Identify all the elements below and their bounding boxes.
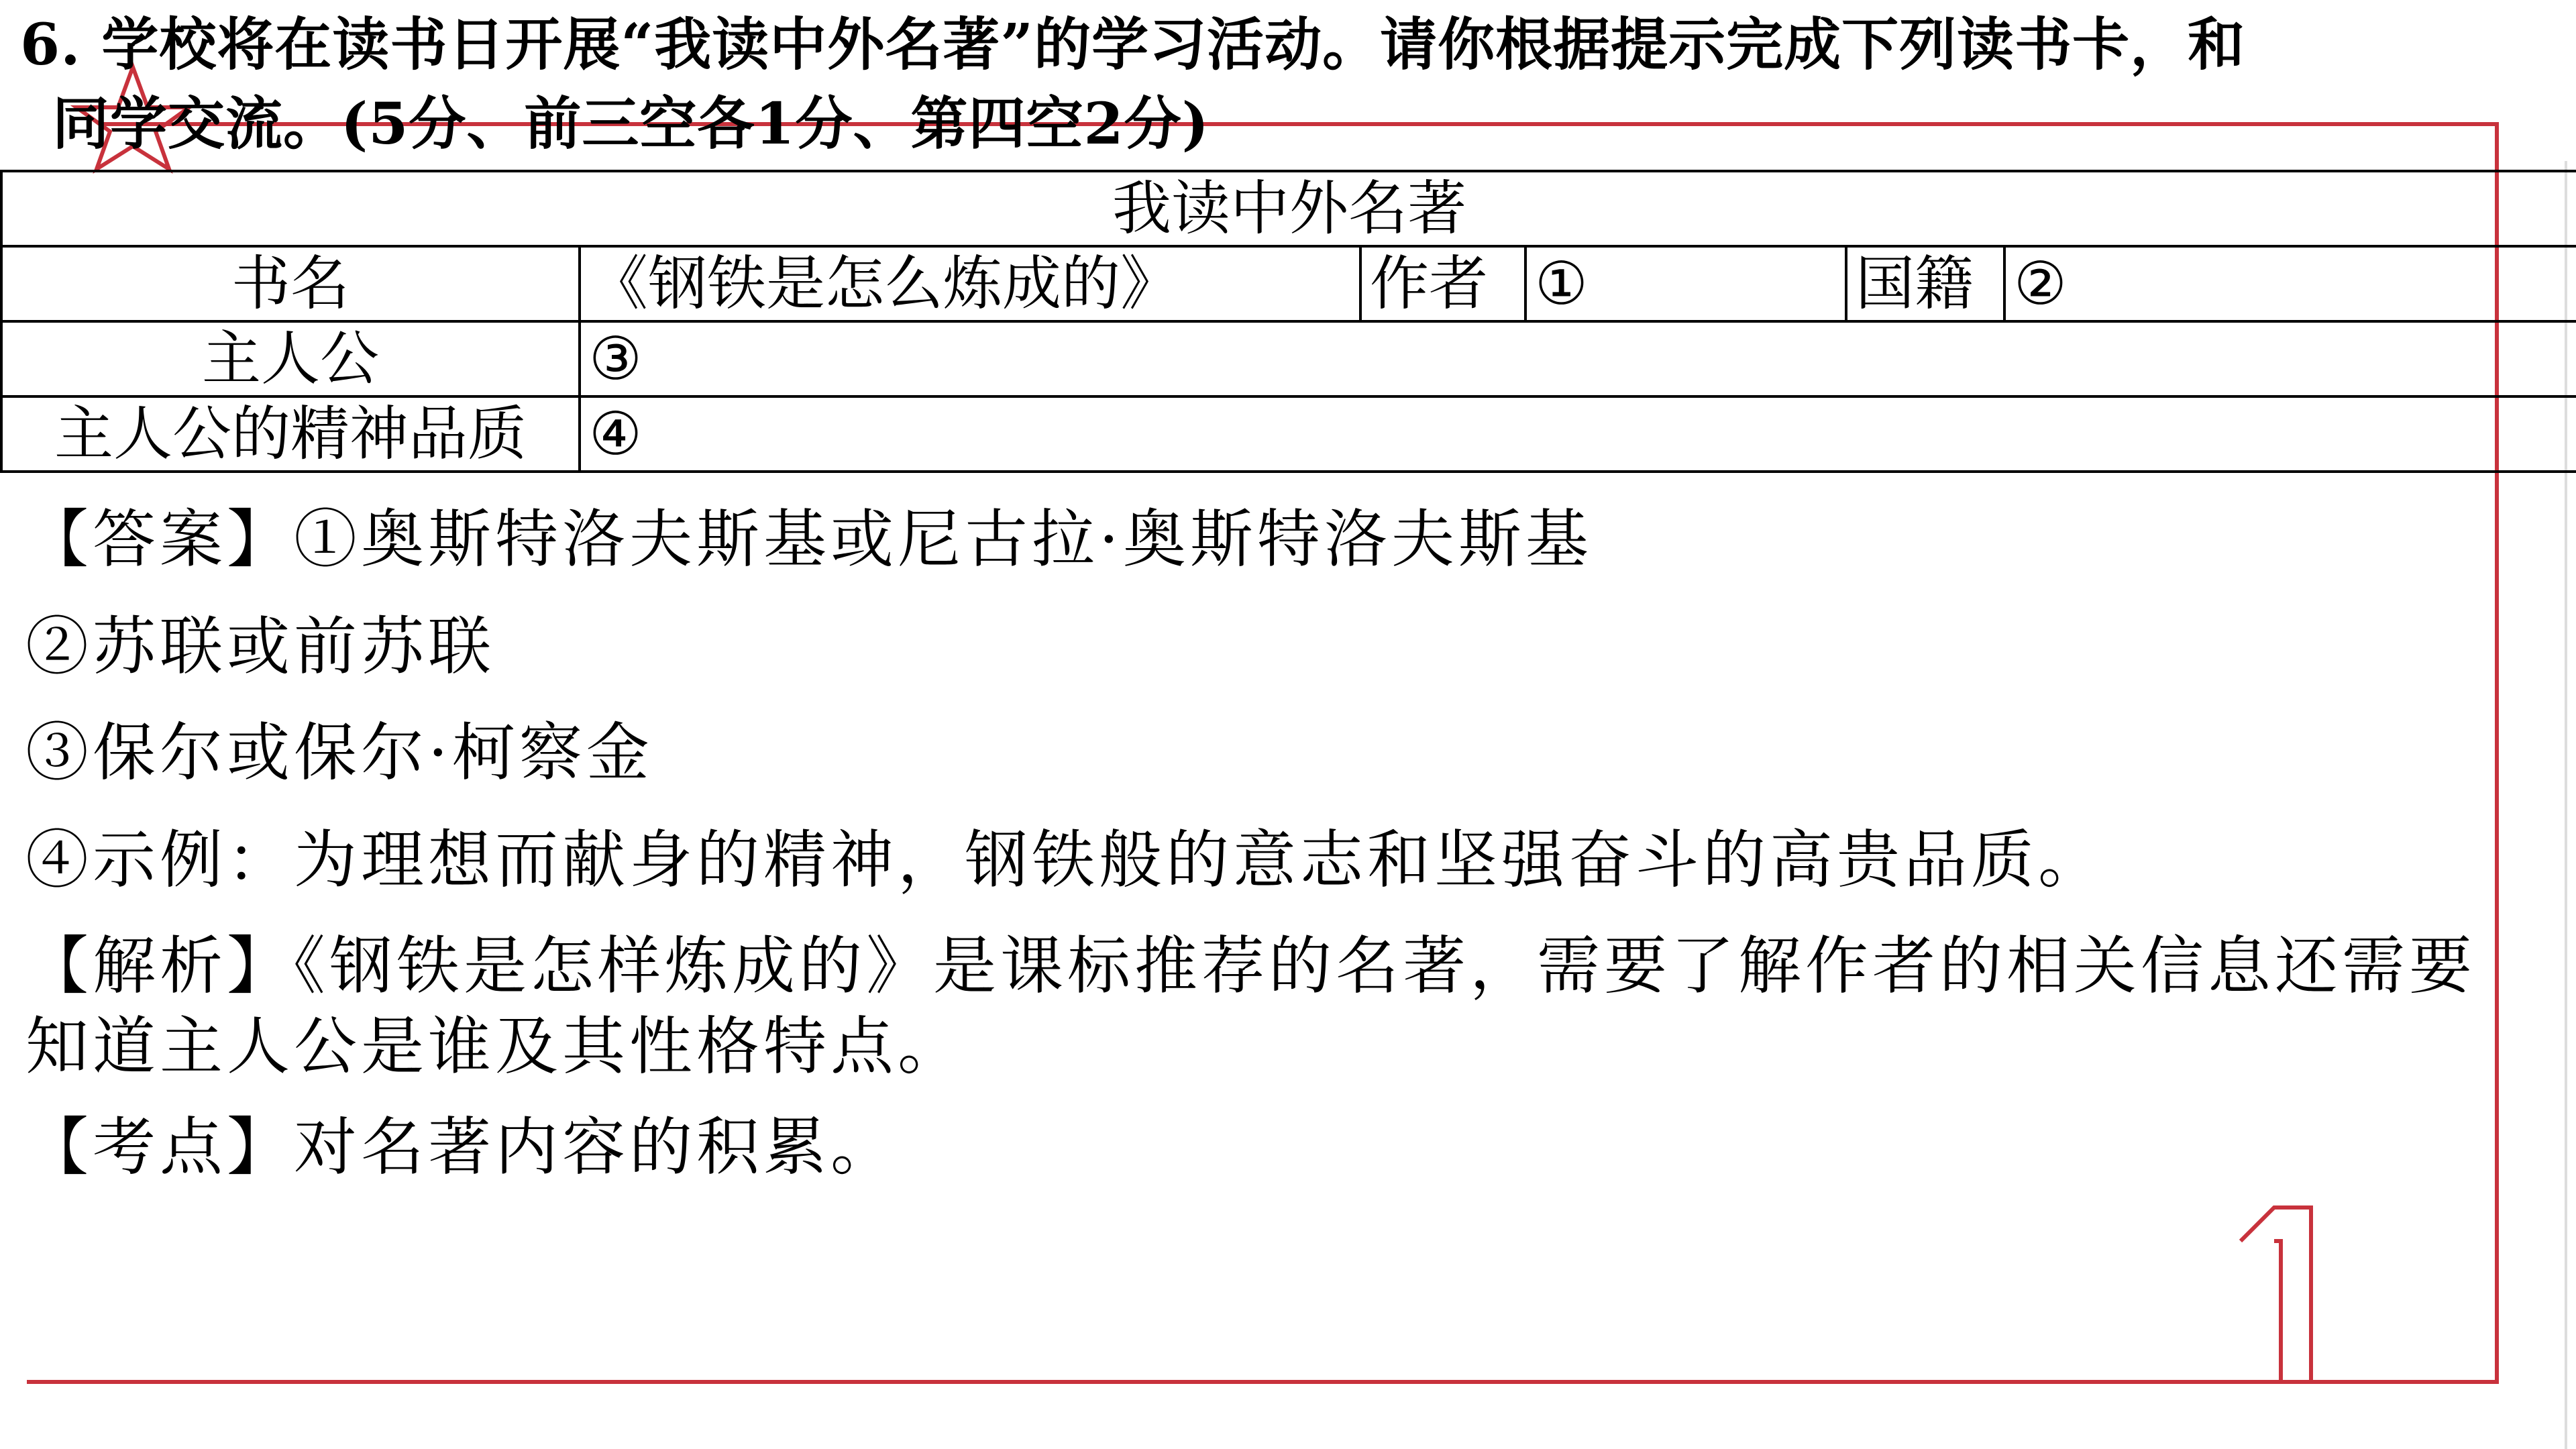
answer-line-3: ③保尔或保尔·柯察金 bbox=[25, 716, 653, 790]
question-line-1: 6. 学校将在读书日开展“我读中外名著”的学习活动。请你根据提示完成下列读书卡，和 bbox=[20, 11, 2246, 78]
exam-point-text: 【考点】对名著内容的积累。 bbox=[25, 1111, 898, 1184]
spirit-label: 主人公的精神品质 bbox=[1, 396, 580, 472]
answer-line-1: 【答案】①奥斯特洛夫斯基或尼古拉·奥斯特洛夫斯基 bbox=[25, 503, 1593, 576]
author-blank: ① bbox=[1525, 246, 1846, 321]
reading-card-table bbox=[0, 170, 2576, 473]
number-one-outline bbox=[2241, 1208, 2311, 1382]
question-line-2: 同学交流。(5分、前三空各1分、第四空2分) bbox=[52, 91, 1210, 158]
question-text bbox=[20, 5, 2563, 164]
nationality-blank: ② bbox=[2004, 246, 2576, 321]
number-one-inner bbox=[2274, 1241, 2281, 1382]
spirit-blank: ④ bbox=[580, 396, 2576, 472]
book-value: 《钢铁是怎么炼成的》 bbox=[580, 246, 1360, 321]
author-label: 作者 bbox=[1360, 246, 1525, 321]
answer-line-4: ④示例：为理想而献身的精神，钢铁般的意志和坚强奋斗的高贵品质。 bbox=[25, 824, 2106, 897]
card-spirit-row bbox=[1, 396, 2576, 472]
answer-line-2: ②苏联或前苏联 bbox=[25, 610, 496, 684]
card-book-row bbox=[1, 246, 2576, 321]
analysis-text: 【解析】《钢铁是怎样炼成的》是课标推荐的名著，需要了解作者的相关信息还需要知道主人公是谁及其性格特点。 bbox=[25, 930, 2477, 1083]
card-title-row bbox=[1, 171, 2576, 246]
nationality-label: 国籍 bbox=[1846, 246, 2004, 321]
protagonist-label: 主人公 bbox=[1, 321, 580, 396]
protagonist-blank: ③ bbox=[580, 321, 2576, 396]
card-protagonist-row bbox=[1, 321, 2576, 396]
card-title: 我读中外名著 bbox=[1, 171, 2576, 246]
book-label: 书名 bbox=[1, 246, 580, 321]
